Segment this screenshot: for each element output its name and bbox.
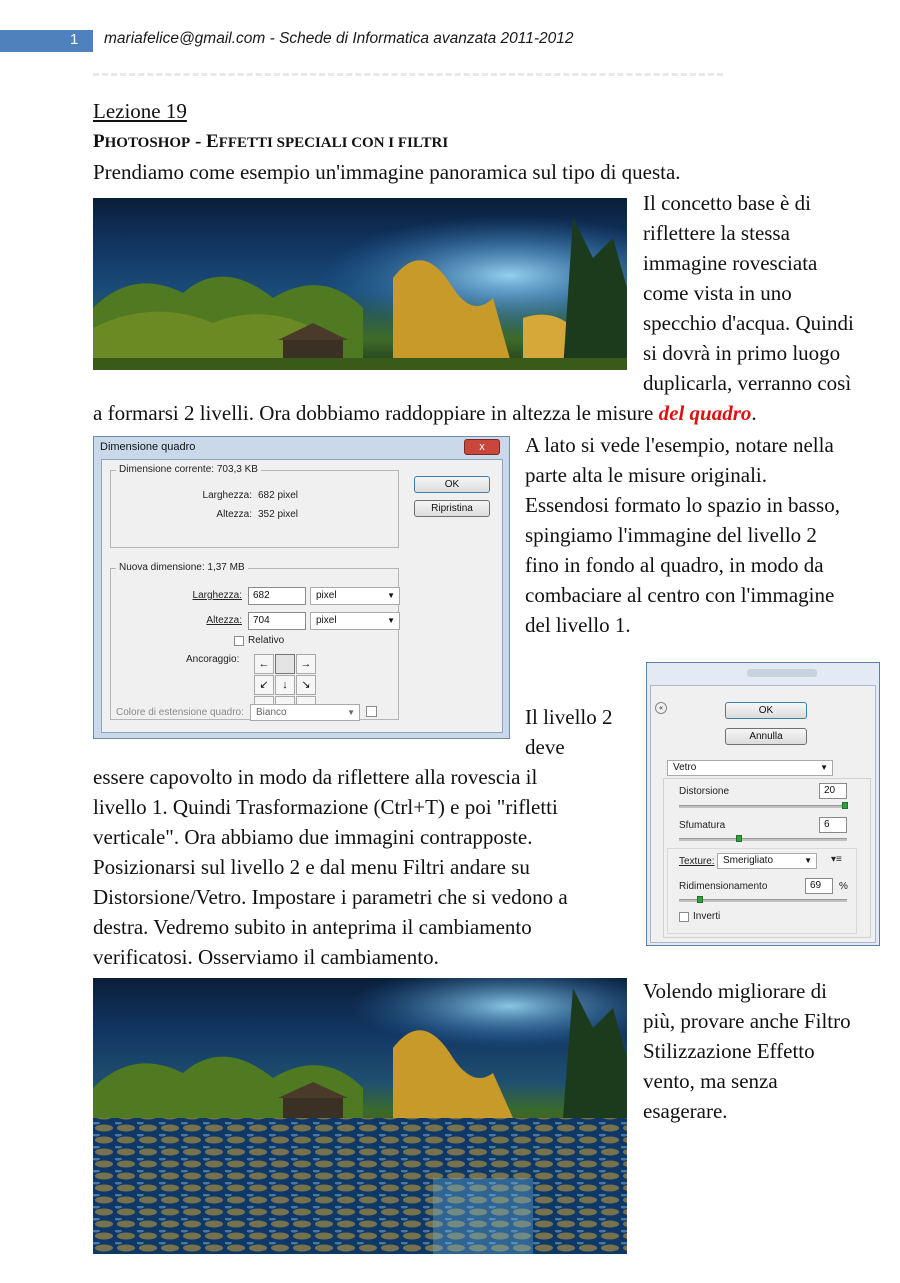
collapse-icon[interactable]: «: [655, 702, 667, 714]
texture-select[interactable]: Smerigliato ▼: [717, 853, 817, 869]
width-unit-select[interactable]: pixel ▼: [310, 587, 400, 605]
text-line: verificatosi. Osserviamo il cambiamento.: [93, 945, 439, 969]
page-number: 1: [70, 31, 79, 48]
text-line: più, provare anche Filtro: [643, 1009, 851, 1033]
close-button[interactable]: x: [464, 439, 500, 455]
ok-button[interactable]: OK: [725, 702, 807, 719]
text-line: si dovrà in primo luogo: [643, 341, 841, 365]
canvas-size-dialog: [93, 436, 510, 739]
text-line: Il livello 2: [525, 705, 613, 729]
panorama-image: [93, 198, 627, 370]
text-line: Posizionarsi sul livello 2 e dal menu Filtri andare su: [93, 855, 530, 879]
text-line: Volendo migliorare di: [643, 979, 827, 1003]
height-input[interactable]: 704: [248, 612, 306, 630]
texture-label: Texture:: [679, 856, 715, 867]
current-size-label: Dimensione corrente: 703,3 KB: [116, 464, 261, 475]
distortion-label: Distorsione: [679, 786, 730, 797]
scaling-label: Ridimensionamento: [679, 881, 768, 892]
text-line: A lato si vede l'esempio, notare nella: [525, 433, 834, 457]
anchor-cell-left[interactable]: ←: [254, 654, 274, 674]
cancel-button[interactable]: Annulla: [725, 728, 807, 745]
distortion-slider-knob[interactable]: [842, 802, 848, 809]
text-line: Essendosi formato lo spazio in basso,: [525, 493, 840, 517]
cur-width-label: Larghezza:: [202, 490, 252, 501]
cur-width-value: 682 pixel: [258, 490, 299, 501]
chevron-down-icon: ▼: [387, 616, 395, 625]
text-line: Stilizzazione Effetto: [643, 1039, 815, 1063]
extension-color-select[interactable]: Bianco ▼: [250, 704, 360, 721]
header-text: mariafelice@gmail.com - Schede di Informatica avanzata 2011-2012: [104, 30, 574, 47]
distortion-slider[interactable]: [679, 805, 847, 808]
text-line: vento, ma senza: [643, 1069, 778, 1093]
text-line: duplicarla, verranno così: [643, 371, 852, 395]
anchor-label: Ancoraggio:: [186, 654, 240, 665]
smoothness-slider[interactable]: [679, 838, 847, 841]
chevron-down-icon: ▼: [387, 591, 395, 600]
cur-height-label: Altezza:: [216, 509, 252, 520]
dialog-body: [101, 459, 503, 733]
text-line: specchio d'acqua. Quindi: [643, 311, 854, 335]
text-line: del livello 1.: [525, 613, 631, 637]
page-title: PHOTOSHOP - EFFETTI SPECIALI CON I FILTRI: [93, 131, 449, 152]
dialog-title: Dimensione quadro: [100, 441, 196, 453]
scaling-slider[interactable]: [679, 899, 847, 902]
text-line: riflettere la stessa: [643, 221, 790, 245]
reflected-panorama-image: [93, 978, 627, 1254]
relative-label: Relativo: [248, 635, 285, 646]
smoothness-slider-knob[interactable]: [736, 835, 742, 842]
chevron-down-icon: ▼: [804, 856, 812, 865]
texture-menu-icon[interactable]: ▾≡: [831, 854, 842, 865]
scaling-unit: %: [839, 881, 848, 892]
extension-color-label: Colore di estensione quadro:: [116, 707, 244, 718]
text-line: immagine rovesciata: [643, 251, 818, 275]
text-line: destra. Vedremo subito in anteprima il cambiamento: [93, 915, 532, 939]
blurred-title: [747, 669, 817, 677]
glass-filter-dialog: [646, 662, 880, 946]
current-size-group: [110, 470, 399, 548]
smoothness-input[interactable]: 6: [819, 817, 847, 833]
smoothness-label: Sfumatura: [679, 820, 726, 831]
chevron-down-icon: ▼: [347, 708, 355, 717]
text-line: esagerare.: [643, 1099, 728, 1123]
color-swatch[interactable]: [366, 706, 377, 717]
filter-select[interactable]: Vetro ▼: [667, 760, 833, 776]
height-unit-select[interactable]: pixel ▼: [310, 612, 400, 630]
ok-button[interactable]: OK: [414, 476, 490, 493]
relative-checkbox[interactable]: [234, 636, 244, 646]
text-line: essere capovolto in modo da riflettere alla rovescia il: [93, 765, 538, 789]
invert-label: Inverti: [693, 911, 721, 922]
dialog-body: [650, 685, 876, 943]
anchor-cell-right[interactable]: →: [296, 654, 316, 674]
distortion-input[interactable]: 20: [819, 783, 847, 799]
scaling-input[interactable]: 69: [805, 878, 833, 894]
cur-height-value: 352 pixel: [258, 509, 299, 520]
text-line: livello 1. Quindi Trasformazione (Ctrl+T) e poi "rifletti: [93, 795, 558, 819]
text-line: parte alta le misure originali.: [525, 463, 767, 487]
scaling-slider-knob[interactable]: [697, 896, 703, 903]
anchor-cell-center-top[interactable]: [275, 654, 295, 674]
text-line: verticale". Ora abbiamo due immagini contrapposte.: [93, 825, 533, 849]
text-line: spingiamo l'immagine del livello 2: [525, 523, 817, 547]
text-line: combaciare al centro con l'immagine: [525, 583, 835, 607]
text-line: Il concetto base è di: [643, 191, 811, 215]
text-line: fino in fondo al quadro, in modo da: [525, 553, 824, 577]
anchor-cell-down[interactable]: ↓: [275, 675, 295, 695]
text-line: deve: [525, 735, 565, 759]
intro-text: Prendiamo come esempio un'immagine panoramica sul tipo di questa.: [93, 160, 681, 184]
lesson-title: Lezione 19: [93, 99, 187, 123]
anchor-cell-down-left[interactable]: ↙: [254, 675, 274, 695]
anchor-cell-down-right[interactable]: ↘: [296, 675, 316, 695]
text-line: a formarsi 2 livelli. Ora dobbiamo raddoppiare in altezza le misure del quadro.: [93, 401, 757, 425]
new-size-label: Nuova dimensione: 1,37 MB: [116, 562, 248, 573]
reset-button[interactable]: Ripristina: [414, 500, 490, 517]
width-input[interactable]: 682: [248, 587, 306, 605]
new-height-label: Altezza:: [206, 615, 242, 626]
new-width-label: Larghezza:: [192, 590, 242, 601]
text-line: Distorsione/Vetro. Impostare i parametri che si vedono a: [93, 885, 568, 909]
header-divider: [93, 73, 723, 76]
header-bar: [0, 30, 93, 52]
chevron-down-icon: ▼: [820, 763, 828, 772]
invert-checkbox[interactable]: [679, 912, 689, 922]
text-line: come vista in uno: [643, 281, 792, 305]
